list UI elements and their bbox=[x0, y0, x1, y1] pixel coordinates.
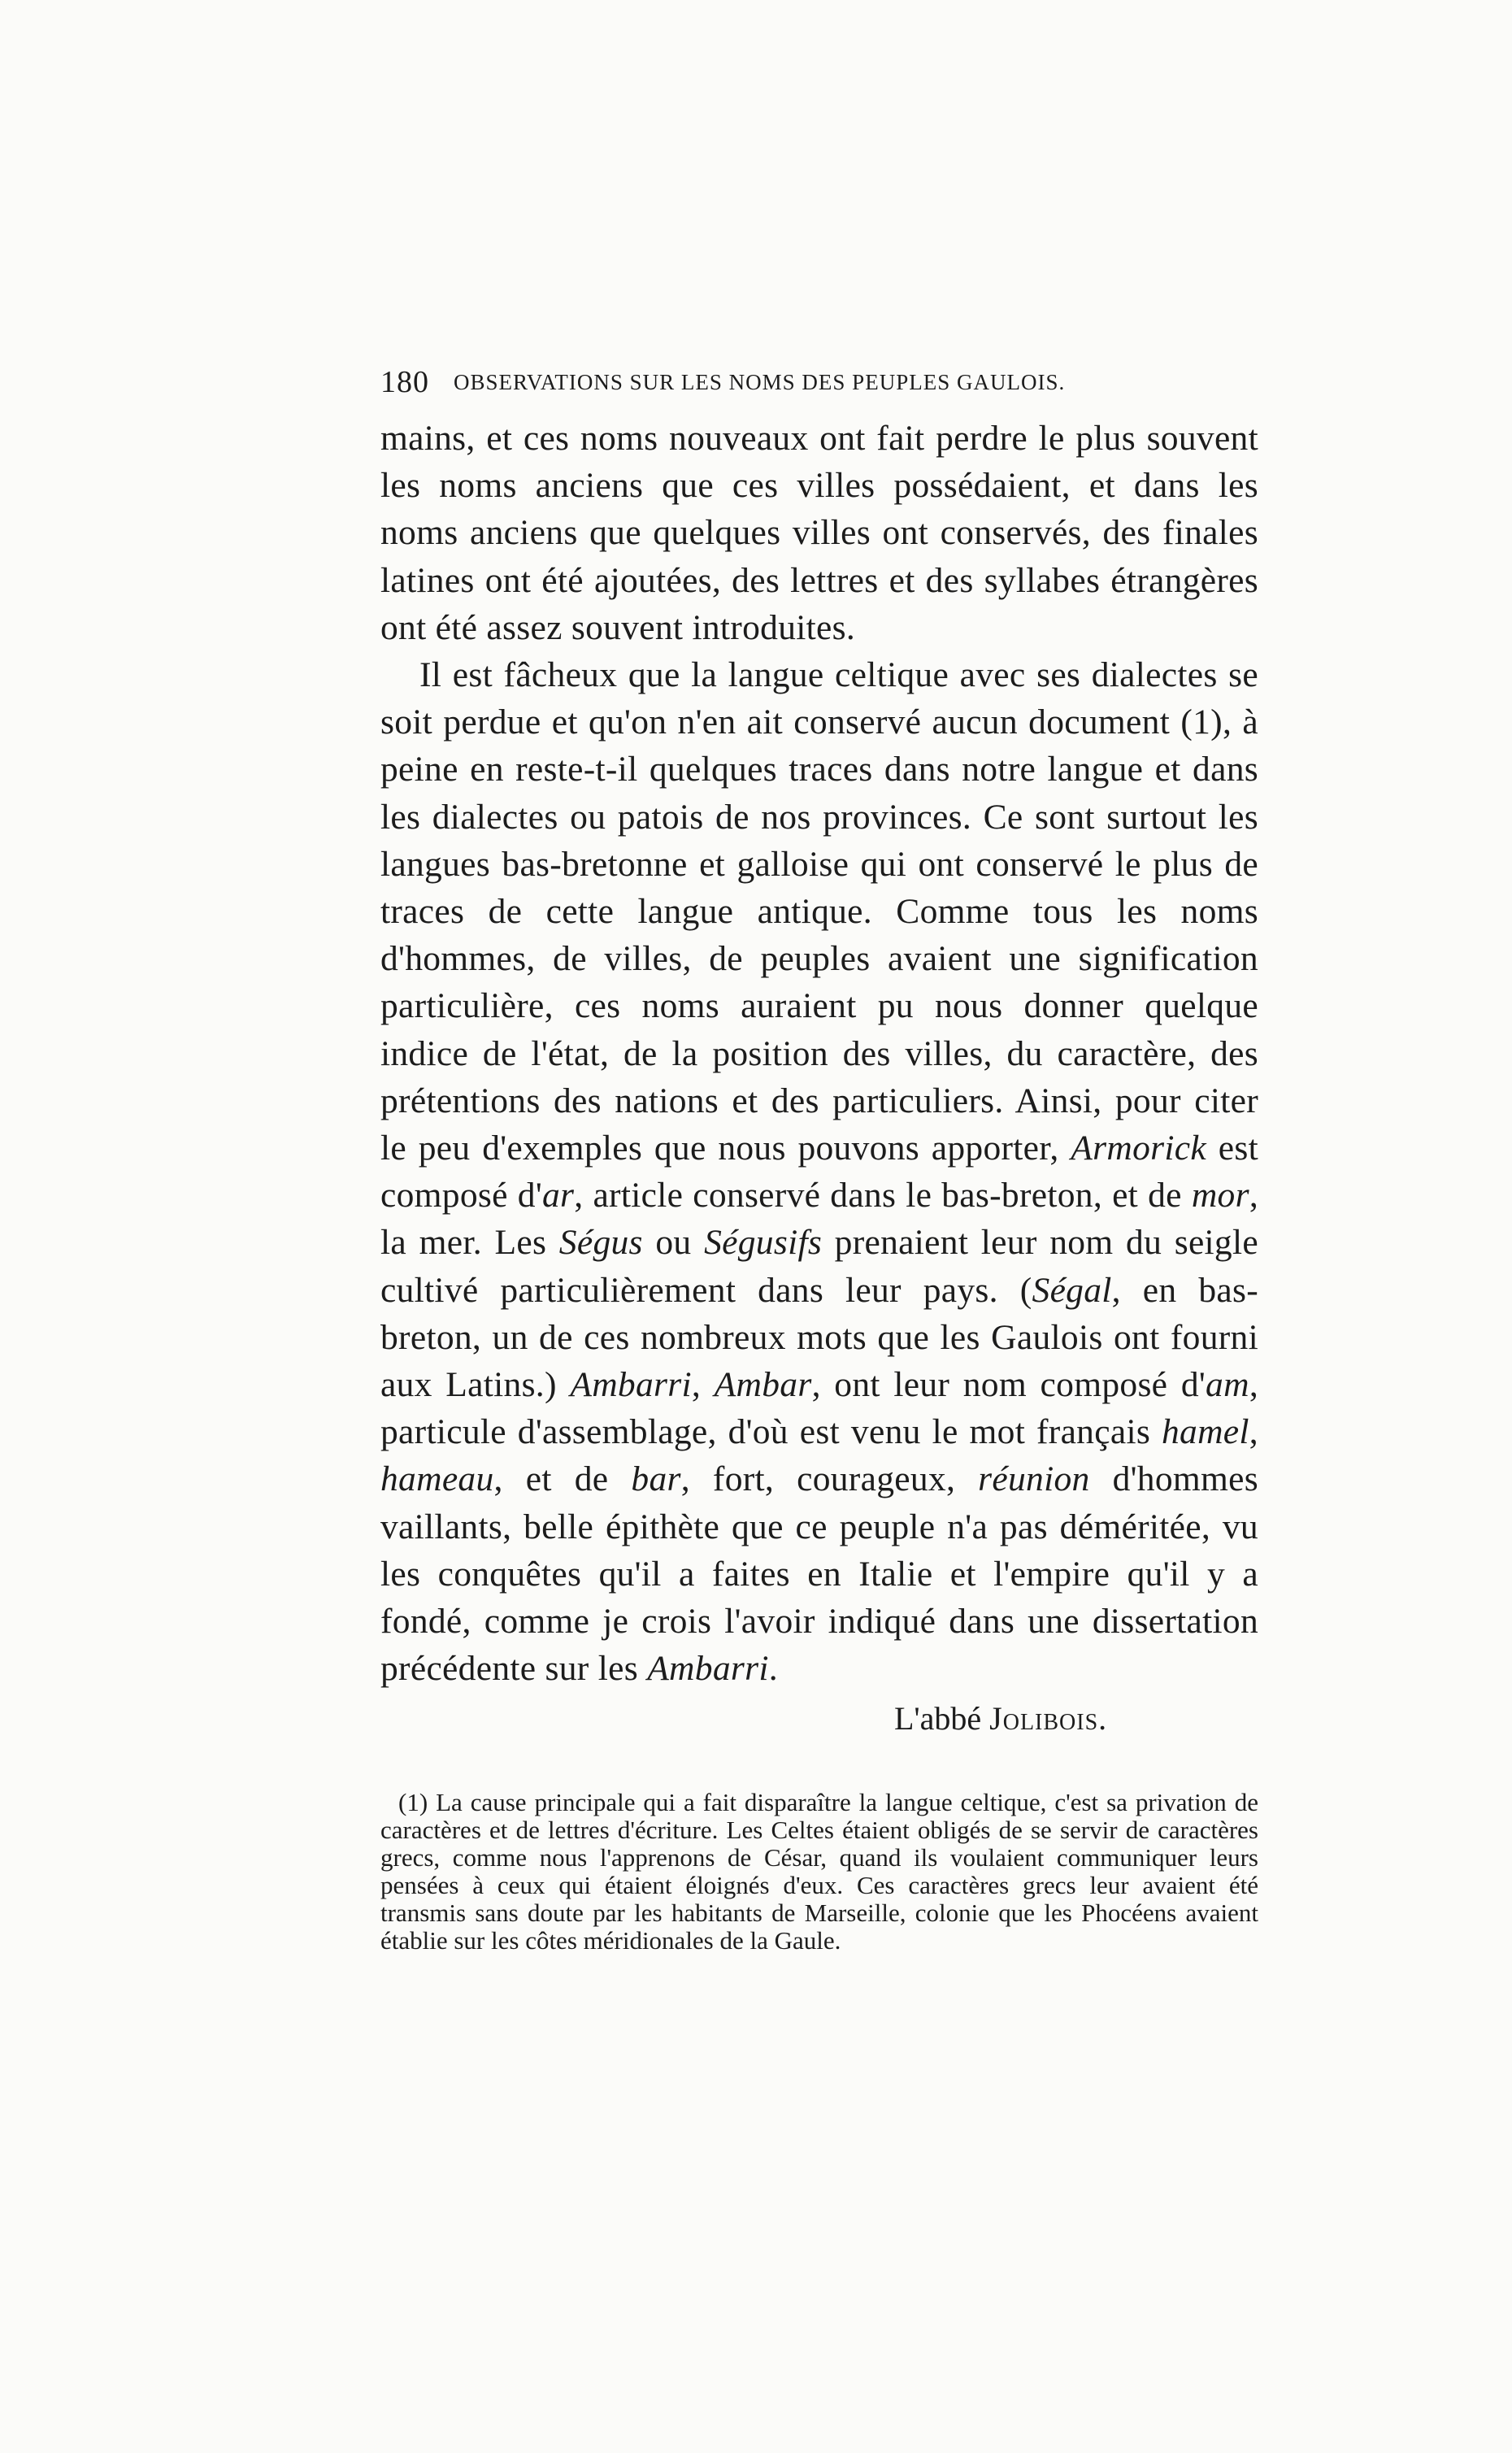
text-run: , ont leur nom composé d' bbox=[811, 1365, 1206, 1405]
signature-name: Jolibois. bbox=[989, 1700, 1108, 1737]
footnote-text: (1) La cause principale qui a fait disparaître la langue celtique, c'est sa privation de caractères et de lettres d'écriture. Les Celtes étaient obligés de se servir de caractères grecs, comme nous l'apprenons de César, quand ils voulaient communiquer leurs pensées à ceux qui étaient éloignés d'eux. Ces caractères grecs leur avaient été transmis sans doute par les habitants de Marseille, colonie que les Phocéens avaient établie sur les côtes méridionales de la Gaule. bbox=[380, 1788, 1258, 1955]
term-reunion: réunion bbox=[978, 1459, 1090, 1499]
term-ambarri-2: Ambarri bbox=[647, 1649, 769, 1689]
page-number: 180 bbox=[380, 365, 429, 399]
text-run: Il est fâcheux que la langue celtique avec ses dialectes se soit perdue et qu'on n'en ait conservé aucun document (1), à peine en reste-t-il quelques traces dans notre langue et dans les dialectes ou patois de nos provinces. Ce sont surtout les langues bas-bretonne et galloise qui ont conservé le plus de traces de cette langue antique. Comme tous les noms d'hommes, de villes, de peuples avaient une signification particulière, ces noms auraient pu nous donner quelque indice de l'état, de la position des villes, du caractère, des prétentions des nations et des particuliers. Ainsi, pour citer le peu d'exemples que nous pouvons apporter, bbox=[380, 655, 1258, 1168]
term-ambar: Ambar bbox=[714, 1365, 812, 1405]
footnote bbox=[380, 1789, 1258, 2033]
paragraph-1: mains, et ces noms nouveaux ont fait perdre le plus souvent les noms anciens que ces villes possédaient, et dans les noms anciens que quelques villes ont conservés, des finales latines ont été ajoutées, des lettres et des syllabes étrangères ont été assez souvent introduites. bbox=[380, 419, 1258, 647]
text-run: ou bbox=[655, 1223, 692, 1263]
text-run: , particule d'assemblage, d'où est venu le mot français bbox=[380, 1365, 1258, 1452]
text-run: prenaient leur nom du seigle cultivé particulièrement dans leur pays. ( bbox=[380, 1223, 1258, 1310]
running-header bbox=[380, 364, 1275, 410]
term-segal: Ségal bbox=[1032, 1270, 1112, 1310]
term-hameau: hameau bbox=[380, 1459, 494, 1499]
term-segusifs: Ségusifs bbox=[704, 1223, 823, 1263]
text-run: est composé d' bbox=[380, 1129, 1258, 1216]
text-run: , fort, courageux, bbox=[680, 1459, 956, 1499]
paragraph-2 bbox=[380, 651, 1258, 1692]
text-run: , bbox=[691, 1365, 702, 1405]
text-run: d'hommes vaillants, belle épithète que ce peuple n'a pas déméritée, vu les conquêtes qu'il a faites en Italie et l'empire qu'il y a fondé, comme je crois l'avoir indiqué dans une dissertation précédente sur les bbox=[380, 1459, 1258, 1689]
text-run: , bbox=[1249, 1412, 1258, 1452]
signature bbox=[894, 1699, 1154, 1745]
text-run: , la mer. Les bbox=[380, 1176, 1258, 1263]
term-segus: Ségus bbox=[558, 1223, 643, 1263]
term-ambarri: Ambarri bbox=[570, 1365, 692, 1405]
term-armorick: Armorick bbox=[1071, 1129, 1206, 1168]
text-run: , en bas-breton, un de ces nombreux mots que les Gaulois ont fourni aux Latins.) bbox=[380, 1270, 1258, 1405]
term-mor: mor bbox=[1191, 1176, 1249, 1216]
text-run: . bbox=[768, 1649, 778, 1689]
term-hamel: hamel bbox=[1161, 1412, 1249, 1452]
term-bar: bar bbox=[631, 1459, 681, 1499]
term-am: am bbox=[1206, 1365, 1249, 1405]
signature-prefix: L'abbé bbox=[894, 1700, 982, 1737]
main-text bbox=[380, 415, 1258, 1716]
text-run: , article conservé dans le bas-breton, et de bbox=[574, 1176, 1182, 1216]
running-title: OBSERVATIONS SUR LES NOMS DES PEUPLES GAULOIS. bbox=[454, 369, 1066, 394]
text-run: , et de bbox=[493, 1459, 609, 1499]
term-ar: ar bbox=[541, 1176, 575, 1216]
